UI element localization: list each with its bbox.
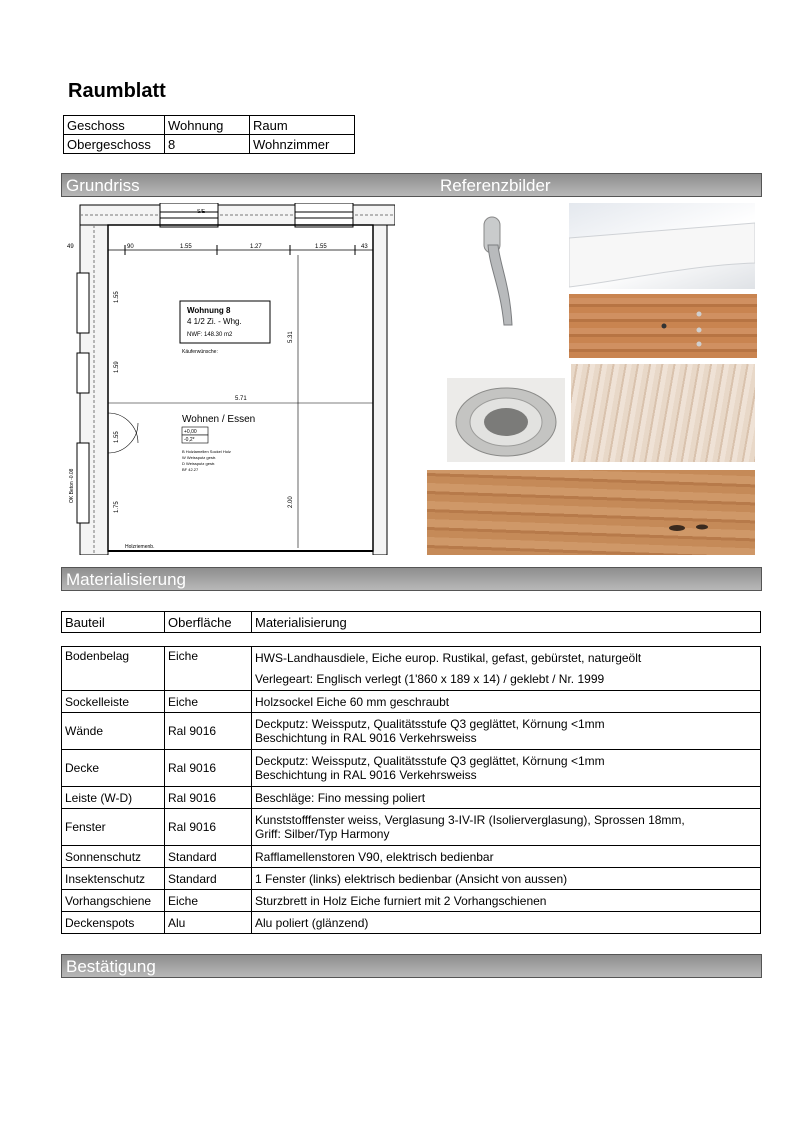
section-title-grundriss: Grundriss xyxy=(66,176,140,195)
dim-top-5: 43 xyxy=(361,244,368,250)
row-vorhangschiene-bauteil: Vorhangschiene xyxy=(62,890,165,912)
row-decke-material-1: Deckputz: Weissputz, Qualitätsstufe Q3 geglättet, Körnung <1mm xyxy=(255,754,605,768)
plan-unit-title: Wohnung 8 xyxy=(187,306,231,315)
row-vorhangschiene-oberflaeche: Eiche xyxy=(165,890,252,912)
plan-bottom-label: Holzriemenb. xyxy=(125,544,155,550)
row-bodenbelag-material-1: HWS-Landhausdiele, Eiche europ. Rustikal, gefast, gebürstet, naturgeölt xyxy=(252,647,761,669)
dim-height: 5.31 xyxy=(288,331,294,343)
dim-top-4: 1.55 xyxy=(315,244,327,250)
row-decke-material xyxy=(252,750,761,787)
row-bodenbelag-bauteil: Bodenbelag xyxy=(62,647,165,691)
oak-plank-image xyxy=(569,294,757,358)
row-leiste-oberflaeche: Ral 9016 xyxy=(165,787,252,809)
plan-level-2: -0,2* xyxy=(184,437,195,443)
row-bodenbelag-oberflaeche: Eiche xyxy=(165,647,252,691)
row-decke-material-2: Beschichtung in RAL 9016 Verkehrsweiss xyxy=(255,768,477,782)
plan-note-4: BF 42.27 xyxy=(182,467,199,472)
info-value-wohnung: 8 xyxy=(165,135,250,154)
info-header-wohnung: Wohnung xyxy=(165,116,250,135)
section-title-materialisierung: Materialisierung xyxy=(66,570,186,589)
plan-note-1: B Holzlamellen Sockel Holz xyxy=(182,449,231,454)
dim-left: 49 xyxy=(67,244,74,250)
dim-lower: 2.00 xyxy=(288,496,294,508)
plan-note-2: W Weissputz gestr. xyxy=(182,455,217,460)
oak-floor-image xyxy=(427,470,755,555)
section-band-bestaetigung xyxy=(61,954,762,978)
row-fenster-material-2: Griff: Silber/Typ Harmony xyxy=(255,827,390,841)
col-header-bauteil: Bauteil xyxy=(62,612,165,633)
row-insektenschutz-oberflaeche: Standard xyxy=(165,868,252,890)
row-sockelleiste-oberflaeche: Eiche xyxy=(165,691,252,713)
row-sonnenschutz-oberflaeche: Standard xyxy=(165,846,252,868)
dim-top-3: 1.27 xyxy=(250,244,262,250)
row-deckenspots-material: Alu poliert (glänzend) xyxy=(252,912,761,934)
floor-plan xyxy=(65,203,395,555)
row-fenster-material-1: Kunststofffenster weiss, Verglasung 3-IV-IR (Isolierverglasung), Sprossen 18mm, xyxy=(255,813,685,827)
row-waende-oberflaeche: Ral 9016 xyxy=(165,713,252,750)
info-value-raum: Wohnzimmer xyxy=(250,135,355,154)
col-header-oberflaeche: Oberfläche xyxy=(165,612,252,633)
row-leiste-bauteil: Leiste (W-D) xyxy=(62,787,165,809)
plan-unit-type: 4 1/2 Zi. - Whg. xyxy=(187,317,242,326)
section-title-bestaetigung: Bestätigung xyxy=(66,957,156,976)
row-decke-oberflaeche: Ral 9016 xyxy=(165,750,252,787)
info-table xyxy=(63,115,355,154)
row-waende-bauteil: Wände xyxy=(62,713,165,750)
row-deckenspots-bauteil: Deckenspots xyxy=(62,912,165,934)
section-band-plan xyxy=(61,173,762,197)
plan-kaeufer: Käuferwünsche: xyxy=(182,349,218,355)
section-title-referenzbilder: Referenzbilder xyxy=(440,176,551,195)
window-handle-image xyxy=(470,215,530,330)
dim-width: 5.71 xyxy=(235,396,247,402)
col-header-materialisierung: Materialisierung xyxy=(252,612,761,633)
row-sockelleiste-material: Holzsockel Eiche 60 mm geschraubt xyxy=(252,691,761,713)
info-header-geschoss: Geschoss xyxy=(64,116,165,135)
ceiling-cornice-image xyxy=(569,203,755,289)
brass-fitting-image xyxy=(447,378,565,462)
row-waende-material-2: Beschichtung in RAL 9016 Verkehrsweiss xyxy=(255,731,477,745)
oak-skirting-image xyxy=(571,364,755,462)
dim-top-1: 90 xyxy=(127,244,134,250)
page-title: Raumblatt xyxy=(68,80,166,102)
section-band-materialisierung xyxy=(61,567,762,591)
material-table xyxy=(61,646,761,934)
dim-side-2: 1.59 xyxy=(114,361,120,373)
plan-room-label: Wohnen / Essen xyxy=(182,414,256,425)
plan-note-3: D Weissputz gestr. xyxy=(182,461,216,466)
plan-nwf: NWF: 148.30 m2 xyxy=(187,332,233,338)
row-sonnenschutz-material: Rafflamellenstoren V90, elektrisch bedienbar xyxy=(252,846,761,868)
row-deckenspots-oberflaeche: Alu xyxy=(165,912,252,934)
row-leiste-material: Beschläge: Fino messing poliert xyxy=(252,787,761,809)
info-value-geschoss: Obergeschoss xyxy=(64,135,165,154)
row-sockelleiste-bauteil: Sockelleiste xyxy=(62,691,165,713)
row-decke-bauteil: Decke xyxy=(62,750,165,787)
row-fenster-material xyxy=(252,809,761,846)
row-fenster-oberflaeche: Ral 9016 xyxy=(165,809,252,846)
floor-plan-drawing xyxy=(65,203,395,555)
plan-level-1: +0,00 xyxy=(184,429,197,435)
row-waende-material-1: Deckputz: Weissputz, Qualitätsstufe Q3 geglättet, Körnung <1mm xyxy=(255,717,605,731)
info-header-raum: Raum xyxy=(250,116,355,135)
row-vorhangschiene-material: Sturzbrett in Holz Eiche furniert mit 2 Vorhangschienen xyxy=(252,890,761,912)
row-sonnenschutz-bauteil: Sonnenschutz xyxy=(62,846,165,868)
dim-side-1: 1.55 xyxy=(114,291,120,303)
row-insektenschutz-bauteil: Insektenschutz xyxy=(62,868,165,890)
plan-side-label: OK Beton -0.08 xyxy=(69,468,75,503)
row-insektenschutz-material: 1 Fenster (links) elektrisch bedienbar (Ansicht von aussen) xyxy=(252,868,761,890)
dim-side-3: 1.55 xyxy=(114,431,120,443)
row-bodenbelag-material-2: Verlegeart: Englisch verlegt (1'860 x 189 x 14) / geklebt / Nr. 1999 xyxy=(252,669,761,691)
row-waende-material xyxy=(252,713,761,750)
dim-top-2: 1.55 xyxy=(180,244,192,250)
dim-side-4: 1.75 xyxy=(114,501,120,513)
material-table-header xyxy=(61,611,761,633)
se-label-top: S/E xyxy=(197,209,206,215)
row-fenster-bauteil: Fenster xyxy=(62,809,165,846)
